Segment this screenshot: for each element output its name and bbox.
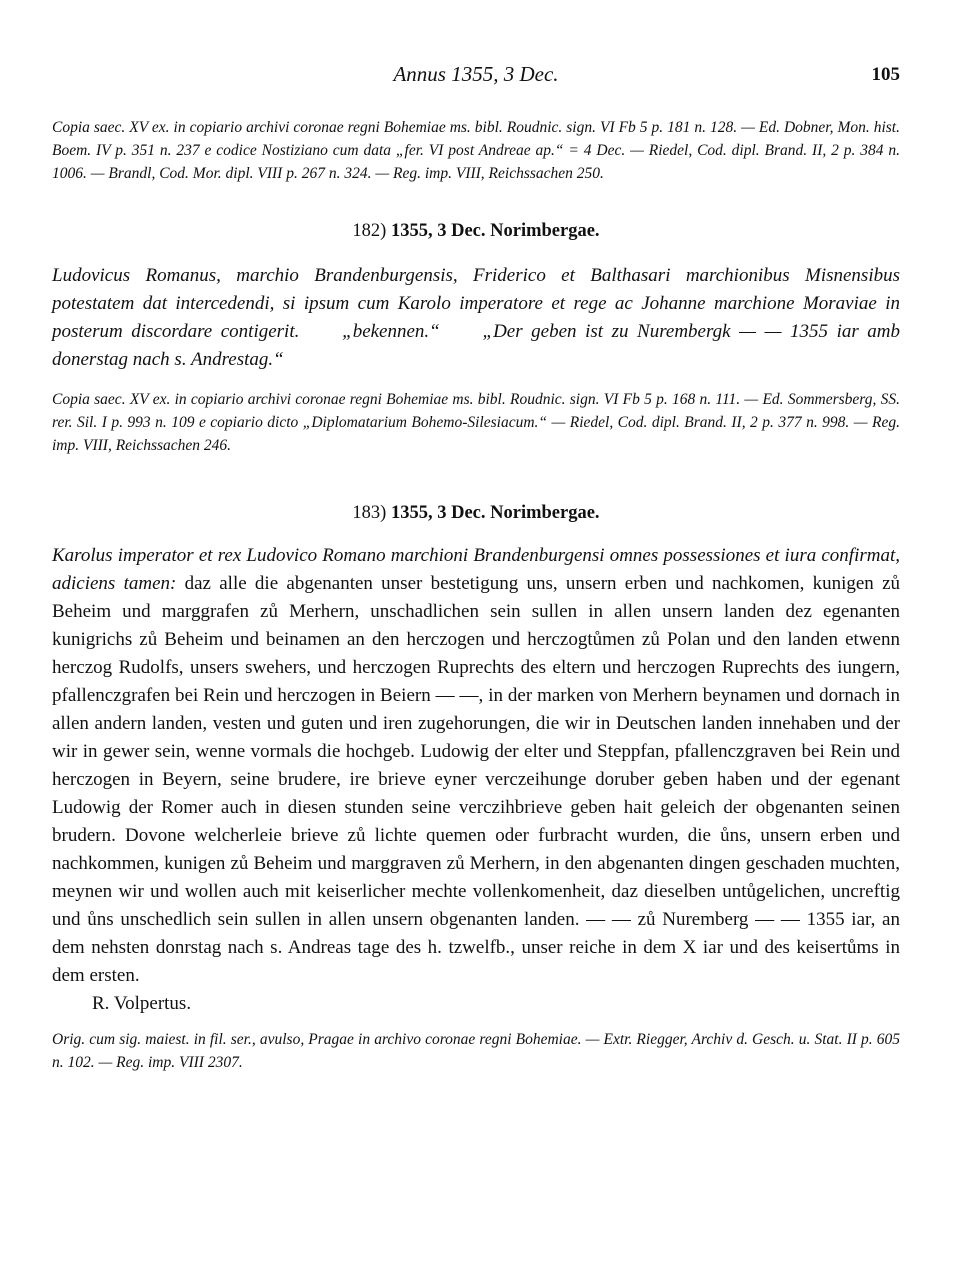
document-182-heading: [52, 221, 900, 242]
document-183-signature: R. Volpertus.: [92, 993, 192, 1014]
document-183-number: 183): [352, 503, 387, 523]
document-182-source-note: Copia saec. XV ex. in copiario archivi coronae regni Bohemiae ms. bibl. Roudnic. sign. VI Fb 5 p. 168 n. 111. — Ed. Sommersberg, SS. rer. Sil. I p. 993 n. 109 e copiario dicto „Diplomatarium Bohemo-Silesiacum.“ — Riedel, Cod. dipl. Brand. II, 2 p. 377 n. 998. — Reg. imp. VIII, Reichssachen 246.: [52, 391, 900, 454]
document-182-place: Norimbergae.: [490, 221, 600, 241]
document-182-quote-closing: „Der geben ist zu Nurembergk — — 1355 iar amb donerstag nach s. Andrestag.“: [52, 321, 901, 370]
page-number: 105: [871, 64, 900, 85]
document-183-charter-text: daz alle die abgenanten unser bestetigung uns, unsern erben und nachkomen, kunigen zů Beheim und marggrafen zů Merhern, unschadlichen sein sullen in allen unsern landen dez egenanten kunigrichs zů Beheim und beinamen an den herczogen und herczogtůmen zů Polan und den landen etwenn herczog Rudolfs, unsers swehers, und herczogen Ruprechts des eltern und herczogen Ruprechts des iungern, pfallenczgrafen bei Rein und herczogen in Beiern — —, in der marken von Merhern beynamen und dornach in allen andern landen, vesten und guten und iren zugehorungen, die wir in Deutschen landen innehaben und der wir in gewer sein, wenne vormals die hochgeb. Ludowig der elter und Steppfan, pfallenczgraven bei Rein und herczogen in Beyern, seine brudere, ire brieve eyner verczeihunge doruber geben haben und der egenant Ludowig der Romer auch in diesen stunden seine verczihbrieve geben hait geleich der obgenanten seinen brudern. Dovone welcherleie brieve zů lichte quemen oder furbracht wurden, die ůns, unsern erben und nachkommen, kunigen zů Beheim und marggraven zů Merhern, in den abgenanten dingen geschaden muchten, meynen wir und wollen auch mit keiserlicher mechte vollenkomenheit, daz dieselben untůgelichen, uncreftig und ůns unschedlich sein sullen in allen unsern obgenanten landen. — — zů Nuremberg — — 1355 iar, an dem nehsten donrstag nach s. Andreas tage des h. tzwelfb., unser reiche in dem X iar und des keisertůms in dem ersten.: [52, 573, 900, 986]
document-183-body: [52, 542, 900, 990]
running-head: [52, 62, 900, 92]
document-182-regest-text: Ludovicus Romanus, marchio Brandenburgensis, Friderico et Balthasari marchionibus Misnensibus potestatem dat intercedendi, si ipsum cum Karolo imperatore et rege ac Johanne marchione Moraviae in posterum discordare contigerit.: [52, 265, 900, 342]
document-page: [52, 62, 900, 1074]
document-183-source-note: Orig. cum sig. maiest. in fil. ser., avulso, Pragae in archivo coronae regni Bohemiae. — Extr. Riegger, Archiv d. Gesch. u. Stat. II p. 605 n. 102. — Reg. imp. VIII 2307.: [52, 1031, 900, 1071]
document-183-regest-text: Karolus imperator et rex Ludovico Romano marchioni Brandenburgensi omnes possessiones et iura confirmat, adiciens tamen:: [52, 545, 900, 594]
document-183-place: Norimbergae.: [490, 503, 600, 523]
document-182-quote-opening: „bekennen.“: [342, 321, 440, 342]
document-183-heading: [52, 503, 900, 524]
document-183-date: 1355, 3 Dec.: [390, 503, 486, 523]
document-182-number: 182): [352, 221, 387, 241]
running-title: Annus 1355, 3 Dec.: [393, 62, 559, 86]
document-182-regest: [52, 262, 900, 374]
document-182-date: 1355, 3 Dec.: [390, 221, 486, 241]
top-source-note: Copia saec. XV ex. in copiario archivi coronae regni Bohemiae ms. bibl. Roudnic. sign. VI Fb 5 p. 181 n. 128. — Ed. Dobner, Mon. hist. Boem. IV p. 351 n. 237 e codice Nostiziano cum data „fer. VI post Andreae ap.“ = 4 Dec. — Riedel, Cod. dipl. Brand. II, 2 p. 384 n. 1006. — Brandl, Cod. Mor. dipl. VIII p. 267 n. 324. — Reg. imp. VIII, Reichssachen 250.: [52, 119, 900, 182]
